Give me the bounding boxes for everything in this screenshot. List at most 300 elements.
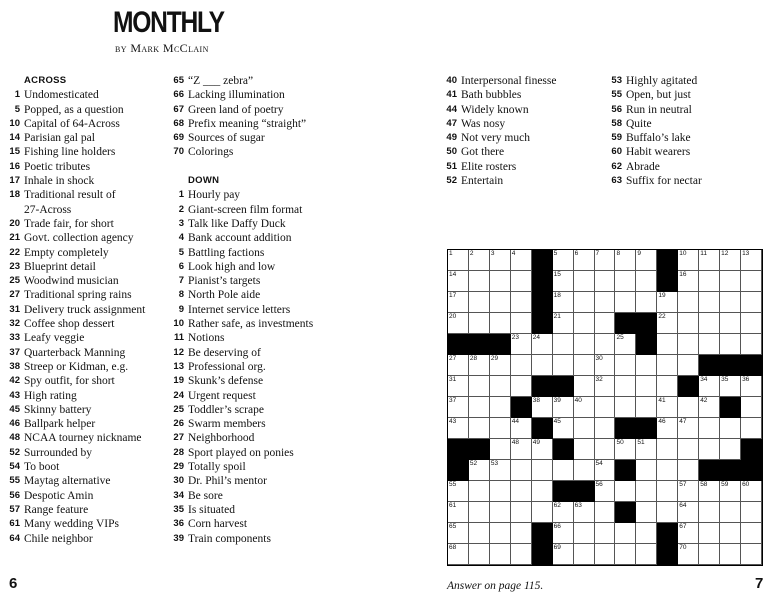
grid-cell <box>553 271 574 292</box>
clue-number: 52 <box>446 175 457 187</box>
cell-number: 61 <box>449 502 457 509</box>
cell-number: 25 <box>616 334 624 341</box>
across-clue <box>170 88 340 102</box>
across-clue <box>6 274 166 288</box>
grid-cell <box>657 397 678 418</box>
clue-text: 27-Across <box>24 203 72 216</box>
down-clue <box>170 274 340 288</box>
clue-number: 4 <box>178 232 184 244</box>
grid-cell <box>678 523 699 544</box>
clue-text: Internet service letters <box>188 303 291 316</box>
grid-cell <box>615 334 636 355</box>
black-square <box>636 418 657 439</box>
clue-number: 34 <box>173 489 184 501</box>
grid-cell <box>741 523 762 544</box>
across-clue <box>6 117 166 131</box>
grid-cell <box>574 523 595 544</box>
grid-cell <box>595 397 616 418</box>
across-clue <box>6 346 166 360</box>
clue-number: 10 <box>173 318 184 330</box>
grid-cell <box>511 502 532 523</box>
down-clue <box>170 374 340 388</box>
clue-text: Professional org. <box>188 360 266 373</box>
clue-number: 36 <box>173 518 184 530</box>
grid-cell <box>532 481 553 502</box>
clue-number: 17 <box>9 175 20 187</box>
down-clue <box>170 360 340 374</box>
across-clue <box>6 303 166 317</box>
grid-cell <box>678 271 699 292</box>
black-square <box>532 523 553 544</box>
clue-number: 40 <box>446 75 457 86</box>
grid-cell <box>720 481 741 502</box>
clue-text: Parisian gal pal <box>24 132 95 145</box>
byline: by Mark McClain <box>115 41 209 55</box>
cell-number: 57 <box>679 481 687 488</box>
black-square <box>553 376 574 397</box>
clue-number: 28 <box>173 446 184 458</box>
clue-number: 43 <box>9 389 20 401</box>
cell-number: 52 <box>469 460 478 467</box>
grid-cell <box>490 481 511 502</box>
down-clue <box>170 317 340 331</box>
black-square <box>574 481 595 502</box>
down-clue <box>170 517 340 531</box>
down-clue <box>443 131 608 145</box>
across-clue <box>6 160 166 174</box>
clue-text: Corn harvest <box>188 518 248 531</box>
grid-cell <box>720 313 741 334</box>
grid-cell <box>574 397 595 418</box>
clue-number: 48 <box>9 432 20 444</box>
grid-cell <box>657 292 678 313</box>
grid-cell <box>532 439 553 460</box>
clue-text: Habit wearers <box>626 146 691 159</box>
clue-number: 69 <box>173 132 184 144</box>
down-clue <box>170 246 340 260</box>
down-clue <box>608 160 773 174</box>
clue-number: 41 <box>446 89 457 101</box>
grid-cell <box>699 439 720 460</box>
black-square <box>448 334 469 355</box>
clue-text: Popped, as a question <box>24 103 124 116</box>
clue-text: Bank account addition <box>188 232 292 245</box>
grid-cell <box>553 544 574 565</box>
grid-cell <box>469 523 490 544</box>
cell-number: 37 <box>449 397 457 404</box>
grid-cell <box>448 376 469 397</box>
cell-number: 10 <box>679 250 687 257</box>
grid-cell <box>699 523 720 544</box>
grid-cell <box>636 544 657 565</box>
clue-text: Dr. Phil’s mentor <box>188 475 267 488</box>
clue-text: Undomesticated <box>24 89 99 102</box>
clue-text: High rating <box>24 389 77 402</box>
clue-text: Suffix for nectar <box>626 175 702 188</box>
across-clue <box>170 145 340 159</box>
cell-number: 56 <box>595 481 603 488</box>
across-clue <box>6 174 166 188</box>
clue-text: Many wedding VIPs <box>24 518 119 531</box>
across-clue <box>6 217 166 231</box>
grid-cell <box>699 292 720 313</box>
grid-cell <box>615 292 636 313</box>
cell-number: 48 <box>511 439 520 446</box>
across-clue <box>6 417 166 431</box>
black-square <box>741 439 762 460</box>
clue-text: Abrade <box>626 160 660 173</box>
clue-text: Is situated <box>188 503 235 516</box>
down-clue <box>170 474 340 488</box>
clue-text: Look high and low <box>188 260 276 273</box>
clue-text: Leafy veggie <box>24 332 85 345</box>
clue-number: 33 <box>9 332 20 344</box>
grid-cell <box>595 292 616 313</box>
clue-number: 60 <box>611 146 622 158</box>
grid-cell <box>511 334 532 355</box>
clue-text: Quite <box>626 117 652 130</box>
clue-text: Woodwind musician <box>24 275 119 288</box>
down-clue <box>170 231 340 245</box>
down-clue <box>443 103 608 117</box>
black-square <box>532 544 553 565</box>
grid-cell <box>636 502 657 523</box>
clue-number: 19 <box>173 375 184 387</box>
down-clue <box>170 489 340 503</box>
grid-cell <box>741 271 762 292</box>
grid-cell <box>720 292 741 313</box>
down-clue <box>170 389 340 403</box>
clue-number: 25 <box>173 403 184 415</box>
grid-cell <box>574 439 595 460</box>
down-clue <box>443 174 608 188</box>
cell-number: 5 <box>553 250 558 257</box>
across-clue <box>6 474 166 488</box>
grid-cell <box>678 250 699 271</box>
down-clue <box>170 188 340 202</box>
puzzle-title: MONTHLY <box>113 6 224 39</box>
black-square <box>720 460 741 481</box>
black-square <box>678 376 699 397</box>
black-square <box>532 250 553 271</box>
clue-text: Notions <box>188 332 225 345</box>
clue-number: 21 <box>9 232 20 244</box>
grid-cell <box>615 523 636 544</box>
black-square <box>469 439 490 460</box>
down-clue <box>443 88 608 102</box>
grid-cell <box>469 418 490 439</box>
grid-cell <box>615 481 636 502</box>
clue-text: Entertain <box>461 175 504 188</box>
clue-text: Prefix meaning “straight” <box>188 117 307 130</box>
black-square <box>448 460 469 481</box>
grid-cell <box>636 250 657 271</box>
clue-text: Green land of poetry <box>188 103 284 116</box>
grid-cell <box>511 292 532 313</box>
across-clue <box>6 360 166 374</box>
cell-number: 51 <box>637 439 645 446</box>
down-clue <box>443 117 608 131</box>
clue-number: 52 <box>9 446 20 458</box>
down-clue <box>170 532 340 546</box>
clue-number: 29 <box>173 461 184 473</box>
grid-cell <box>553 502 574 523</box>
grid-cell <box>511 418 532 439</box>
grid-cell <box>532 334 553 355</box>
grid-cell <box>490 250 511 271</box>
grid-cell <box>699 418 720 439</box>
cell-number: 16 <box>679 271 687 278</box>
clue-text: Sources of sugar <box>188 132 265 145</box>
across-clue <box>170 117 340 131</box>
cell-number: 7 <box>595 250 600 257</box>
black-square <box>636 313 657 334</box>
clue-number: 54 <box>9 461 20 473</box>
clue-number: 35 <box>173 503 184 515</box>
black-square <box>532 376 553 397</box>
down-clue <box>170 288 340 302</box>
cell-number: 66 <box>553 523 561 530</box>
cell-number: 1 <box>449 250 453 257</box>
clue-text: Streep or Kidman, e.g. <box>24 360 129 373</box>
clue-number: 3 <box>178 217 184 229</box>
black-square <box>657 523 678 544</box>
grid-cell <box>615 544 636 565</box>
down-clue <box>608 117 773 131</box>
cell-number: 65 <box>449 523 457 530</box>
cell-number: 70 <box>679 544 687 551</box>
black-square <box>720 355 741 376</box>
down-clue <box>170 260 340 274</box>
clue-text: Ballpark helper <box>24 418 96 431</box>
cell-number: 35 <box>721 376 729 383</box>
across-clue <box>6 260 166 274</box>
cell-number: 68 <box>449 544 457 551</box>
grid-cell <box>511 355 532 376</box>
cell-number: 59 <box>721 481 729 488</box>
clue-number: 11 <box>173 332 184 344</box>
grid-cell <box>741 502 762 523</box>
across-clue <box>170 103 340 117</box>
grid-cell <box>574 334 595 355</box>
grid-cell <box>741 334 762 355</box>
across-clue <box>6 103 166 117</box>
grid-cell <box>511 376 532 397</box>
grid-cell <box>678 439 699 460</box>
grid-cell <box>720 376 741 397</box>
black-square <box>553 481 574 502</box>
grid-cell <box>469 544 490 565</box>
grid-cell <box>678 481 699 502</box>
cell-number: 14 <box>449 271 457 278</box>
across-clue <box>6 188 166 202</box>
grid-cell <box>678 313 699 334</box>
cell-number: 62 <box>553 502 561 509</box>
down-clue <box>443 145 608 159</box>
black-square <box>699 460 720 481</box>
grid-cell <box>448 418 469 439</box>
grid-cell <box>595 376 616 397</box>
grid-cell <box>678 397 699 418</box>
grid-cell <box>595 460 616 481</box>
grid-cell <box>490 271 511 292</box>
grid-cell <box>615 250 636 271</box>
grid-cell <box>595 502 616 523</box>
clue-text: Traditional result of <box>24 189 116 202</box>
across-clue <box>6 403 166 417</box>
across-clue <box>6 246 166 260</box>
across-clue <box>6 446 166 460</box>
grid-cell <box>595 271 616 292</box>
grid-cell <box>678 502 699 523</box>
black-square <box>615 418 636 439</box>
clue-text: Traditional spring rains <box>24 289 132 302</box>
grid-cell <box>448 313 469 334</box>
clue-number: 1 <box>178 189 184 201</box>
down-clue <box>608 103 773 117</box>
clue-text: Chile neighbor <box>24 532 93 545</box>
clue-text: Trade fair, for short <box>24 217 114 230</box>
crossword-grid <box>447 249 763 566</box>
clue-number: 7 <box>178 275 184 287</box>
cell-number: 15 <box>553 271 561 278</box>
clue-text: Coffee shop dessert <box>24 318 115 331</box>
grid-cell <box>720 523 741 544</box>
grid-cell <box>511 439 532 460</box>
grid-cell <box>720 502 741 523</box>
grid-cell <box>490 313 511 334</box>
clue-number: 22 <box>9 246 20 258</box>
across-clue <box>6 431 166 445</box>
grid-cell <box>595 523 616 544</box>
clue-text: Highly agitated <box>626 75 698 87</box>
black-square <box>532 313 553 334</box>
grid-cell <box>636 481 657 502</box>
clue-number: 70 <box>173 146 184 158</box>
black-square <box>720 397 741 418</box>
clue-text: Govt. collection agency <box>24 232 134 245</box>
cell-number: 9 <box>637 250 642 257</box>
clue-number: 64 <box>9 532 20 544</box>
black-square <box>490 334 511 355</box>
cell-number: 17 <box>449 292 457 299</box>
cell-number: 28 <box>469 355 478 362</box>
black-square <box>636 334 657 355</box>
black-square <box>657 271 678 292</box>
black-square <box>469 334 490 355</box>
down-clue <box>170 217 340 231</box>
grid-cell <box>678 355 699 376</box>
grid-cell <box>657 481 678 502</box>
clue-text: Elite rosters <box>461 160 517 173</box>
down-clue <box>608 74 773 88</box>
down-clue <box>608 131 773 145</box>
grid-cell <box>615 397 636 418</box>
answer-note: Answer on page 115. <box>447 580 544 592</box>
clue-number: 10 <box>9 117 20 129</box>
cell-number: 42 <box>700 397 708 404</box>
cell-number: 44 <box>511 418 520 425</box>
cell-number: 2 <box>469 250 474 257</box>
clue-number: 16 <box>9 160 20 172</box>
cell-number: 36 <box>742 376 750 383</box>
across-clue <box>6 389 166 403</box>
black-square <box>532 418 553 439</box>
clue-text: Widely known <box>461 103 529 116</box>
grid-cell <box>511 523 532 544</box>
grid-cell <box>615 376 636 397</box>
grid-cell <box>553 334 574 355</box>
cell-number: 67 <box>679 523 687 530</box>
grid-cell <box>699 397 720 418</box>
grid-cell <box>595 544 616 565</box>
clue-text: Poetic tributes <box>24 160 91 173</box>
grid-cell <box>636 271 657 292</box>
grid-cell <box>720 334 741 355</box>
cell-number: 40 <box>574 397 582 404</box>
clue-text: Open, but just <box>626 89 691 102</box>
clue-text: Blueprint detail <box>24 260 96 273</box>
cell-number: 69 <box>553 544 561 551</box>
cell-number: 55 <box>449 481 457 488</box>
grid-cell <box>595 313 616 334</box>
clue-number: 1 <box>14 89 20 101</box>
grid-cell <box>574 502 595 523</box>
clue-text: Run in neutral <box>626 103 692 116</box>
cell-number: 54 <box>595 460 603 467</box>
clue-text: Battling factions <box>188 246 265 259</box>
clue-text: Despotic Amin <box>24 489 94 502</box>
clue-number: 58 <box>611 117 622 129</box>
clue-number: 59 <box>611 132 622 144</box>
cell-number: 8 <box>616 250 621 257</box>
clue-number: 24 <box>173 389 184 401</box>
cell-number: 6 <box>574 250 579 257</box>
grid-cell <box>678 334 699 355</box>
clue-text: Interpersonal finesse <box>461 75 557 87</box>
clue-text: North Pole aide <box>188 289 261 302</box>
grid-cell <box>553 523 574 544</box>
grid-cell <box>490 292 511 313</box>
across-clue <box>6 532 166 546</box>
cell-number: 43 <box>449 418 457 425</box>
down-clue <box>170 460 340 474</box>
cell-number: 18 <box>553 292 561 299</box>
grid-cell <box>741 544 762 565</box>
grid-cell <box>615 439 636 460</box>
cell-number: 63 <box>574 502 582 509</box>
down-clue <box>170 303 340 317</box>
clue-number: 42 <box>9 375 20 387</box>
grid-cell <box>741 250 762 271</box>
clue-text: Skinny battery <box>24 403 92 416</box>
clue-number: 8 <box>178 289 184 301</box>
clue-number: 61 <box>9 518 20 530</box>
clue-column-3 <box>443 74 608 188</box>
cell-number: 53 <box>490 460 499 467</box>
grid-cell <box>574 250 595 271</box>
page-number-left: 6 <box>9 575 18 592</box>
grid-cell <box>741 313 762 334</box>
clue-number: 46 <box>9 418 20 430</box>
clue-number: 66 <box>173 89 184 101</box>
black-square <box>741 460 762 481</box>
cell-number: 64 <box>679 502 687 509</box>
clue-number: 45 <box>9 403 20 415</box>
grid-cell <box>490 460 511 481</box>
grid-cell <box>490 418 511 439</box>
clue-text: Sport played on ponies <box>188 446 294 459</box>
